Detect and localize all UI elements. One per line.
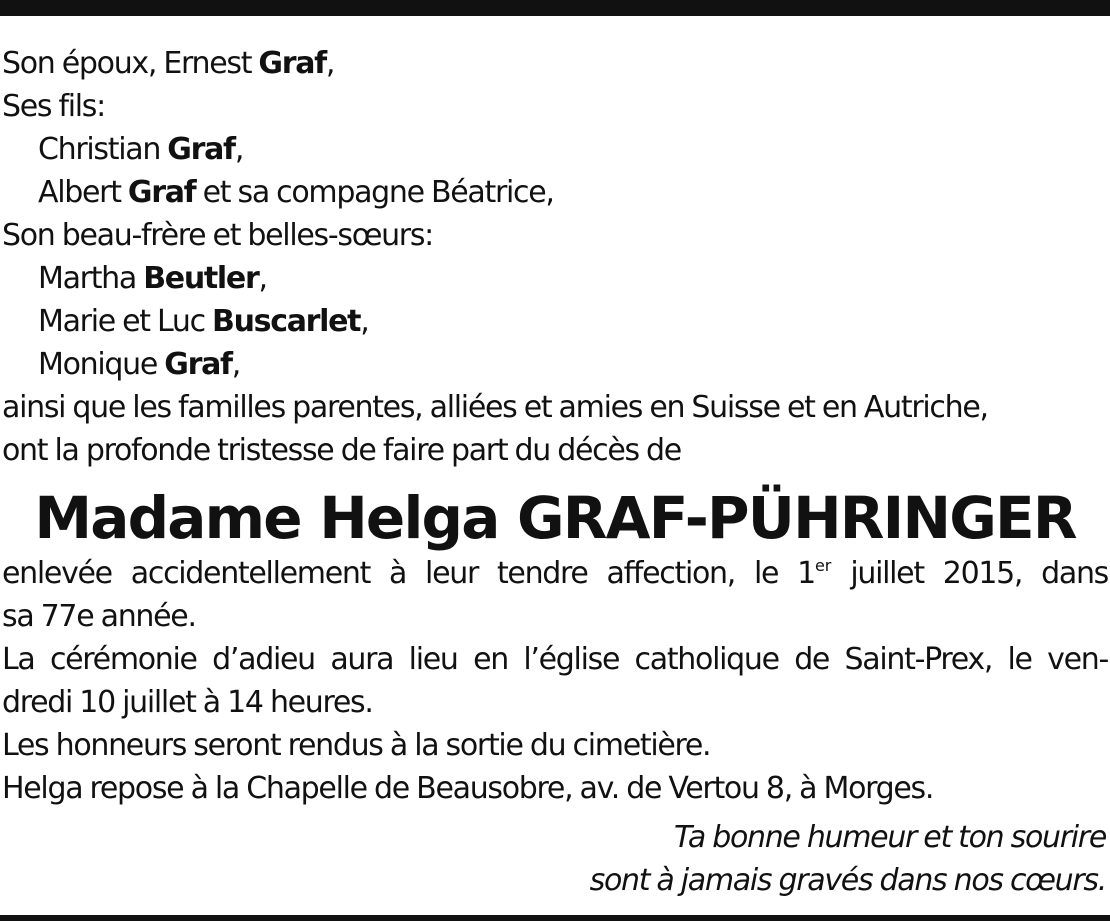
closing-quote (2, 816, 1108, 902)
son2-suffix: et sa compagne Béatrice, (195, 175, 554, 210)
quote-line-2: sont à jamais gravés dans nos cœurs. (589, 863, 1106, 898)
inlaw-martha-line (2, 257, 1108, 300)
quote-line-1: Ta bonne humeur et ton sourire (674, 820, 1106, 855)
inlaw1-suffix: , (258, 261, 267, 296)
son1-given-name: Christian (38, 132, 168, 167)
ceremony-line-1: La cérémonie d’adieu aura lieu en l’église catholique de Saint-Prex, le ven- (2, 642, 1108, 677)
bottom-rule (0, 915, 1110, 921)
resting-place-line: Helga repose à la Chapelle de Beausobre, av. de Vertou 8, à Morges. (2, 771, 934, 806)
inlaw2-given-name: Marie et Luc (38, 304, 213, 339)
death-date-text-a: enlevée accidentellement à leur tendre affection, le 1 (2, 556, 815, 591)
inlaw3-given-name: Monique (38, 347, 165, 382)
age-line: sa 77e année. (2, 599, 196, 634)
ceremony-line-2: dredi 10 juillet à 14 heures. (2, 685, 373, 720)
honours-line: Les honneurs seront rendus à la sortie du cimetière. (2, 728, 711, 763)
son-albert-line (2, 171, 1108, 214)
son-christian-line (2, 128, 1108, 171)
announcement-line: ont la profonde tristesse de faire part du décès de (2, 433, 681, 468)
inlaw1-given-name: Martha (38, 261, 144, 296)
relatives-line: ainsi que les familles parentes, alliées et amies en Suisse et en Autriche, (2, 390, 988, 425)
inlaw2-suffix: , (360, 304, 369, 339)
ordinal-superscript: er (814, 556, 832, 575)
inlaws-heading: Son beau-frère et belles-sœurs: (2, 218, 433, 253)
spouse-given-name: Son époux, Ernest (2, 46, 259, 81)
spouse-surname: Graf (258, 46, 326, 81)
son1-suffix: , (234, 132, 244, 167)
inlaw2-surname: Buscarlet (212, 304, 361, 339)
obituary-notice (2, 42, 1108, 902)
inlaw1-surname: Beutler (143, 261, 259, 296)
spouse-line (2, 42, 1108, 85)
spouse-suffix: , (325, 46, 335, 81)
deceased-name: Madame Helga GRAF-PÜHRINGER (34, 484, 1076, 552)
inlaw3-suffix: , (231, 347, 241, 382)
son2-surname: Graf (127, 175, 196, 210)
inlaw-marie-luc-line (2, 300, 1108, 343)
inlaw3-surname: Graf (164, 347, 232, 382)
son1-surname: Graf (167, 132, 235, 167)
sons-heading: Ses fils: (2, 89, 105, 124)
inlaw-monique-line (2, 343, 1108, 386)
top-rule (0, 0, 1110, 16)
death-date-text-b: juillet 2015, dans (831, 556, 1109, 591)
son2-given-name: Albert (38, 175, 128, 210)
death-date-line (2, 552, 1108, 595)
